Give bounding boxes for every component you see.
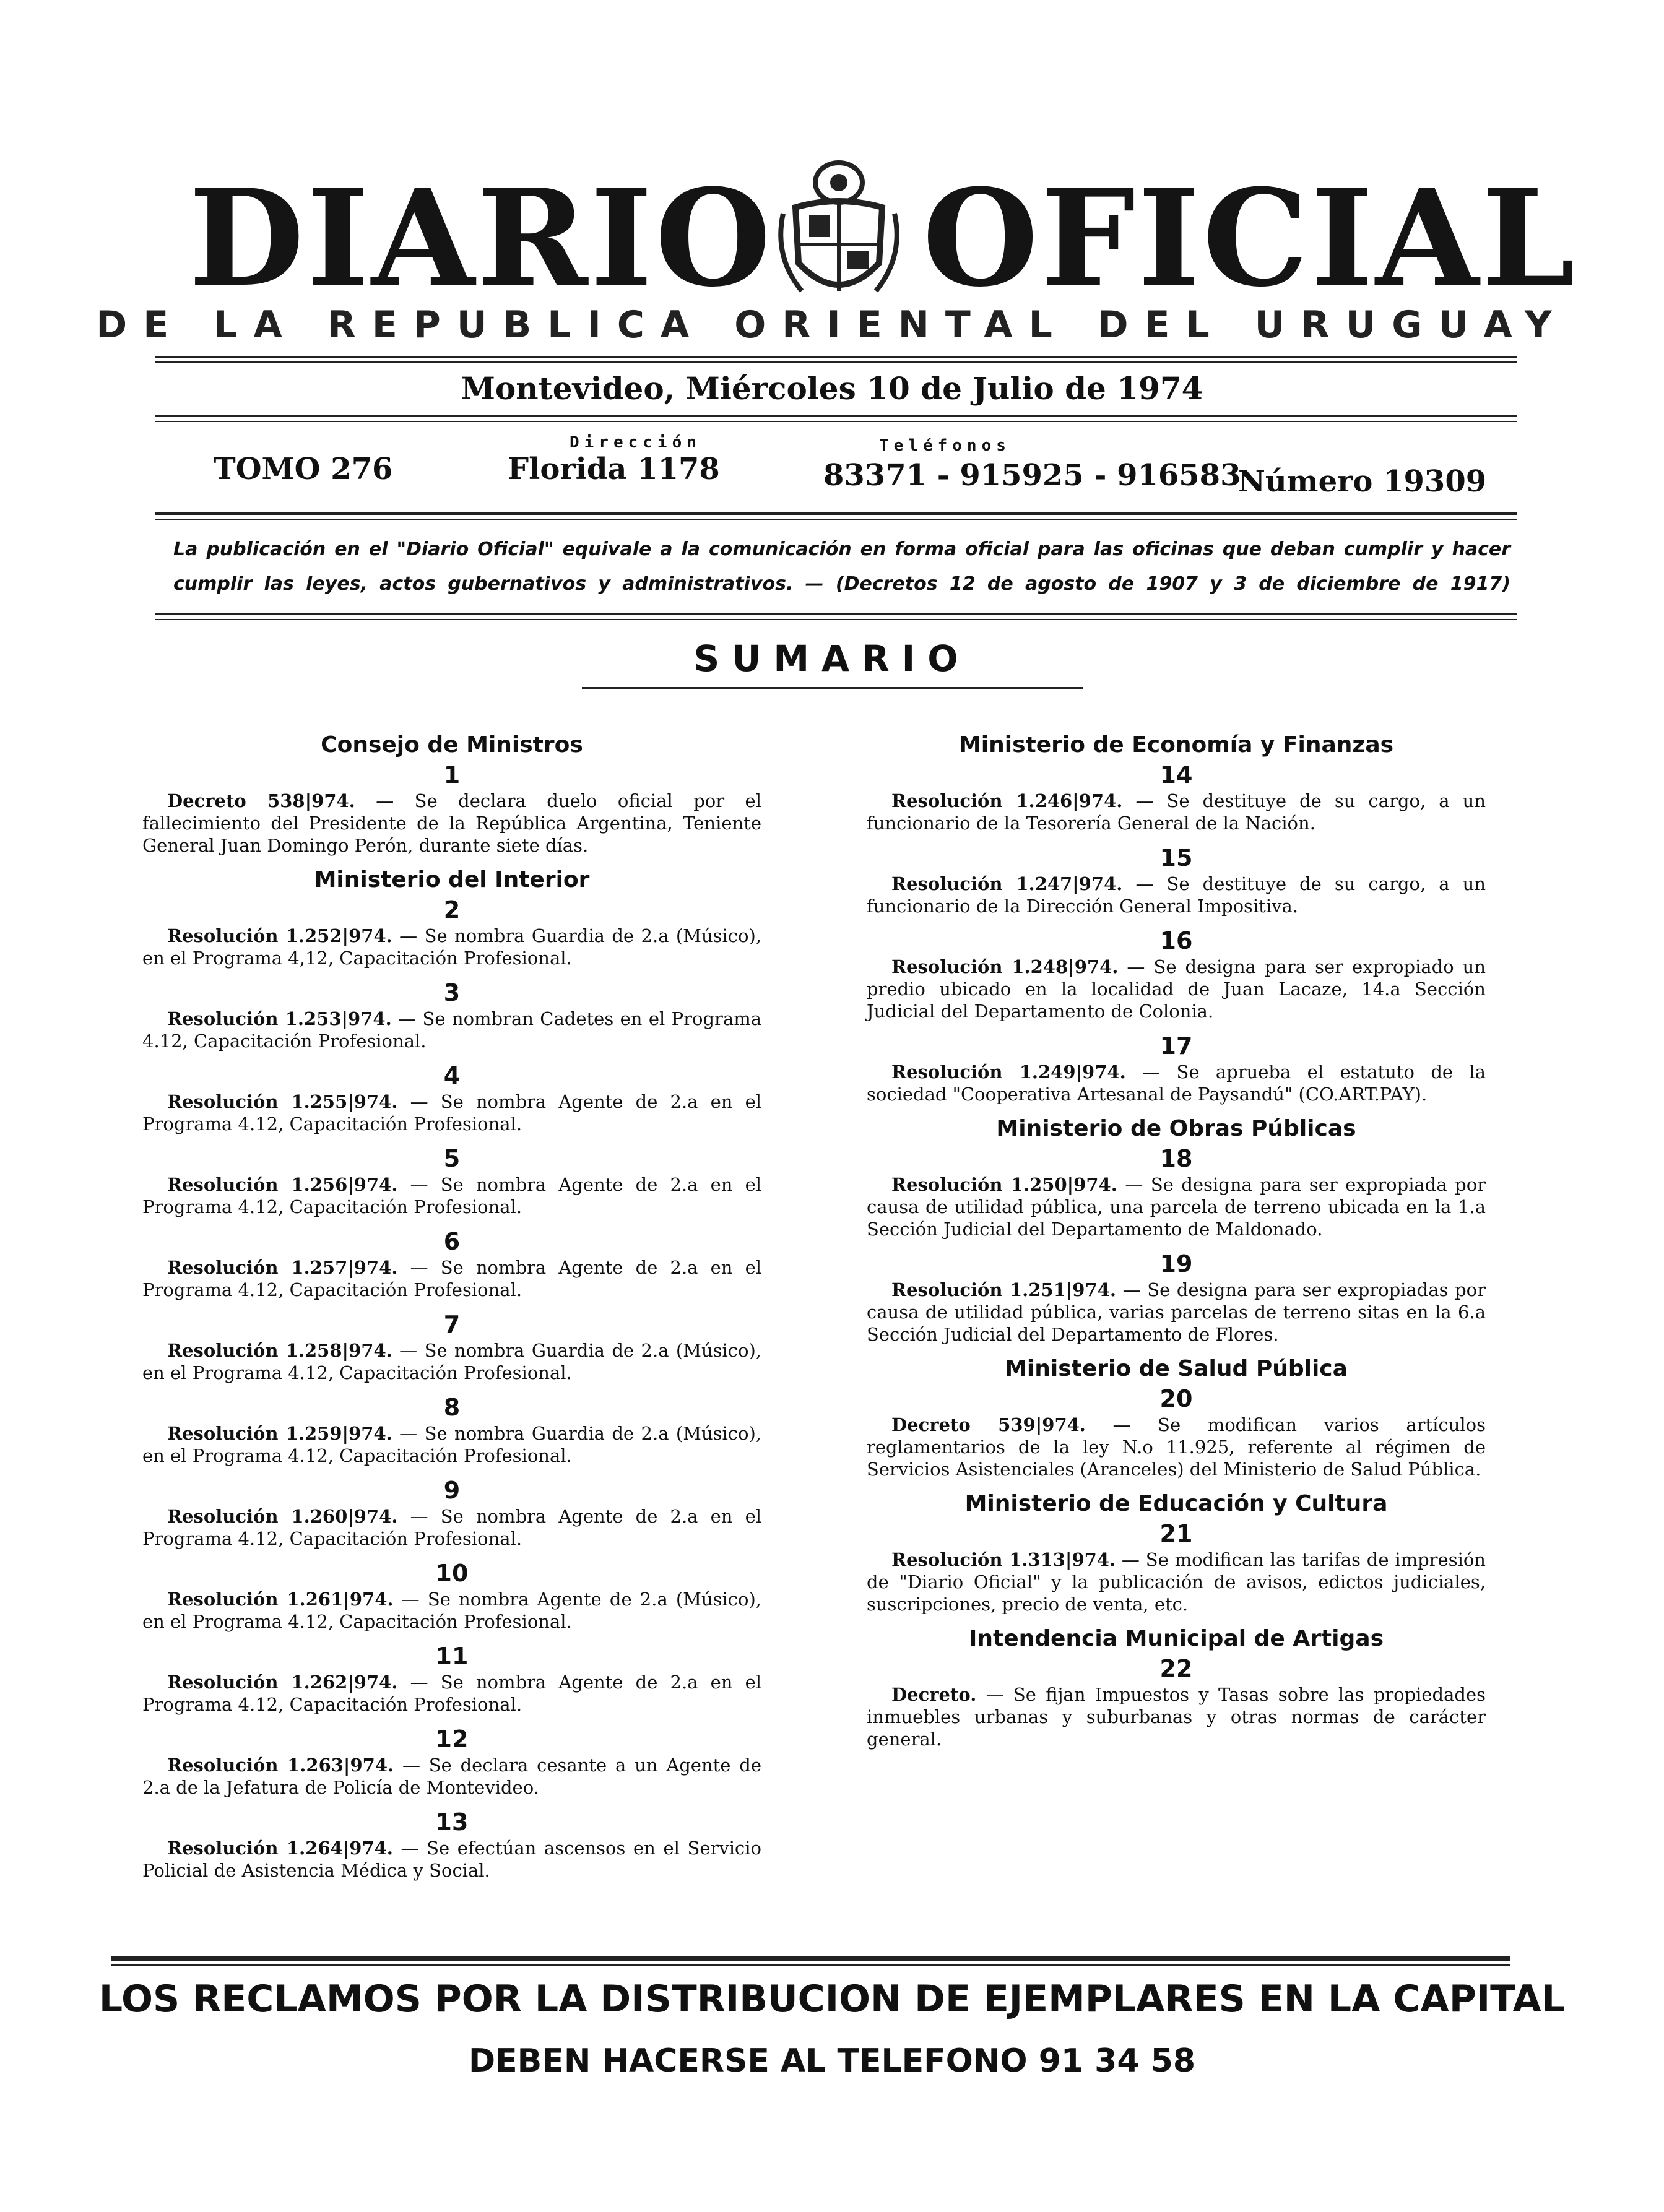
entry-reference: Resolución 1.251|974. [891,1279,1116,1300]
rule-4b [155,619,1517,620]
footer-line-2: DEBEN HACERSE AL TELEFONO 91 34 58 [468,2042,1195,2080]
entry-text: — Se designa para ser expropiado un predio ubicado en la localidad de Juan Lacaze, 14.a Sección Judicial del Departamento de Colonia. [867,956,1486,1022]
entry-number: 14 [1159,761,1193,788]
summary-entry [142,1008,761,1052]
masthead-left-word: DIARIO [189,160,774,316]
entry-number: 21 [1159,1520,1193,1547]
entry-reference: Decreto 538|974. [167,790,355,811]
summary-entry [142,1671,761,1716]
rule-footer [111,1956,1510,1961]
summary-entry [142,1422,761,1467]
entry-text: — Se nombra Agente de 2.a (Músico), en el Programa 4.12, Capacitación Profesional. [142,1589,761,1632]
entry-reference: Resolución 1.252|974. [167,925,392,946]
direccion-label: Dirección [570,433,701,452]
rule-1 [155,356,1517,358]
legal-notice: La publicación en el "Diario Oficial" equivale a la comunicación en forma oficial para las oficinas que deban cumplir y hacer cumplir las leyes, actos gubernativos y administrativos. — (Decretos 12 de agosto de 1907 y 3 de diciembre de 1917) [173,538,1510,595]
entry-text: — Se nombra Agente de 2.a en el Programa 4.12, Capacitación Profesional. [142,1091,762,1134]
entry-text: — Se fijan Impuestos y Tasas sobre las propiedades inmuebles urbanas y suburbanas y otras normas de carácter general. [867,1684,1486,1750]
entry-number: 15 [1159,844,1193,871]
entry-text: — Se nombra Agente de 2.a en el Programa 4.12, Capacitación Profesional. [142,1506,762,1549]
entry-reference: Resolución 1.259|974. [167,1423,392,1444]
numero: Número 19309 [1238,464,1487,499]
dateline: Montevideo, Miércoles 10 de Julio de 1974 [461,370,1203,407]
summary-entry [142,1837,761,1881]
entry-reference: Resolución 1.258|974. [167,1340,392,1361]
summary-entry [867,1279,1486,1346]
direccion: Florida 1178 [508,452,720,486]
rule-1b [155,361,1517,363]
entry-number: 20 [1159,1385,1193,1412]
entry-number: 16 [1159,927,1193,954]
entry-number: 5 [443,1145,461,1172]
masthead-subtitle: DE LA REPUBLICA ORIENTAL DEL URUGUAY [96,303,1568,347]
entry-reference: Resolución 1.256|974. [167,1174,398,1195]
entry-number: 13 [435,1808,469,1836]
summary-entry [142,1505,761,1550]
section-heading: Ministerio de Economía y Finanzas [958,732,1394,758]
entry-reference: Resolución 1.261|974. [167,1589,394,1610]
summary-entry [142,1754,761,1799]
summary-entry [142,1091,761,1135]
entry-reference: Resolución 1.255|974. [167,1091,398,1112]
summary-entry [867,1061,1486,1105]
summary-entry [142,1173,761,1218]
rule-3 [155,512,1517,515]
entry-reference: Resolución 1.313|974. [891,1549,1116,1570]
entry-text: — Se nombra Guardia de 2.a (Músico), en el Programa 4.12, Capacitación Profesional. [142,1340,762,1383]
entry-text: — Se nombra Guardia de 2.a (Músico), en el Programa 4,12, Capacitación Profesional. [142,925,762,969]
entry-text: — Se designa para ser expropiadas por causa de utilidad pública, varias parcelas de terreno sitas en la 6.a Sección Judicial del Departamento de Flores. [867,1279,1486,1345]
entry-reference: Resolución 1.260|974. [167,1506,398,1527]
summary-entry [142,925,761,969]
tomo: TOMO 276 [214,452,393,486]
summary-entry [867,956,1486,1022]
summary-entry [142,1588,761,1633]
summary-entry [867,1683,1486,1750]
summary-entry [867,790,1486,834]
entry-number: 22 [1159,1655,1193,1682]
rule-2b [155,421,1517,422]
coat-of-arms-icon [771,158,907,313]
summary-right-column [867,730,1486,1759]
masthead [0,158,1664,319]
rule-4 [155,613,1517,615]
telefonos: 83371 - 915925 - 916583 [823,458,1241,493]
section-heading: Ministerio de Educación y Cultura [964,1491,1388,1516]
entry-text: — Se declara duelo oficial por el fallecimiento del Presidente de la República Argentina, Teniente General Juan Domingo Perón, durante siete días. [142,790,761,856]
entry-reference: Resolución 1.264|974. [167,1838,393,1859]
entry-reference: Resolución 1.262|974. [167,1672,398,1693]
entry-reference: Resolución 1.246|974. [891,790,1123,811]
entry-text: — Se declara cesante a un Agente de 2.a de la Jefatura de Policía de Montevideo. [142,1755,762,1798]
section-heading: Intendencia Municipal de Artigas [968,1626,1384,1651]
entry-text: — Se destituye de su cargo, a un funcionario de la Tesorería General de la Nación. [867,790,1486,834]
summary-entry [867,1549,1486,1615]
summary-entry [142,1339,761,1384]
entry-text: — Se nombra Agente de 2.a en el Programa 4.12, Capacitación Profesional. [142,1174,762,1217]
info-row [0,433,1664,508]
entry-number: 2 [443,896,461,923]
entry-reference: Resolución 1.248|974. [891,956,1119,977]
entry-reference: Resolución 1.257|974. [167,1257,398,1278]
entry-text: — Se nombran Cadetes en el Programa 4.12, Capacitación Profesional. [142,1008,761,1052]
summary-left-column [142,730,761,1890]
section-heading: Ministerio del Interior [314,867,590,892]
rule-3b [155,519,1517,520]
summary-entry [867,1173,1486,1240]
entry-text: — Se nombra Agente de 2.a en el Programa 4.12, Capacitación Profesional. [142,1257,762,1300]
section-heading: Consejo de Ministros [321,732,583,758]
entry-number: 7 [443,1311,461,1338]
entry-reference: Resolución 1.249|974. [891,1061,1126,1082]
entry-text: — Se modifican las tarifas de impresión de "Diario Oficial" y la publicación de avisos, edictos judiciales, suscripciones, precio de venta, etc. [867,1549,1486,1615]
summary-entry [867,1414,1486,1480]
entry-number: 12 [435,1726,469,1753]
telefonos-label: Teléfonos [879,436,1011,455]
summary-entry [142,1256,761,1301]
entry-number: 3 [443,979,461,1006]
entry-number: 9 [443,1477,461,1504]
entry-reference: Resolución 1.253|974. [167,1008,392,1029]
entry-text: — Se nombra Guardia de 2.a (Músico), en el Programa 4.12, Capacitación Profesional. [142,1423,762,1466]
entry-number: 6 [443,1228,461,1255]
entry-number: 10 [435,1560,469,1587]
entry-number: 19 [1159,1250,1193,1277]
entry-number: 4 [443,1062,461,1089]
entry-text: — Se aprueba el estatuto de la sociedad "Cooperativa Artesanal de Paysandú" (CO.ART.PAY). [867,1061,1486,1105]
sumario-underline [582,687,1083,689]
entry-text: — Se modifican varios artículos reglamentarios de la ley N.o 11.925, referente al régimen de Servicios Asistenciales (Aranceles) del Ministerio de Salud Pública. [867,1414,1486,1480]
footer-line-1: LOS RECLAMOS POR LA DISTRIBUCION DE EJEMPLARES EN LA CAPITAL [98,1977,1566,2021]
entry-reference: Resolución 1.250|974. [891,1174,1117,1195]
rule-2 [155,415,1517,417]
entry-text: — Se nombra Agente de 2.a en el Programa 4.12, Capacitación Profesional. [142,1672,762,1715]
section-heading: Ministerio de Obras Públicas [996,1116,1356,1141]
entry-text: — Se efectúan ascensos en el Servicio Policial de Asistencia Médica y Social. [142,1838,761,1881]
summary-entry [142,790,761,857]
sumario-title: SUMARIO [693,637,971,680]
summary-entry [867,873,1486,917]
masthead-right-word: OFICIAL [922,160,1578,316]
entry-number: 17 [1159,1032,1193,1060]
entry-reference: Resolución 1.247|974. [891,873,1123,894]
entry-reference: Decreto. [891,1684,977,1705]
entry-text: — Se destituye de su cargo, a un funcionario de la Dirección General Impositiva. [867,873,1486,917]
entry-number: 1 [443,761,461,788]
entry-number: 8 [443,1394,461,1421]
rule-footer-b [111,1964,1510,1966]
entry-reference: Resolución 1.263|974. [167,1755,394,1776]
entry-reference: Decreto 539|974. [891,1414,1086,1435]
entry-number: 18 [1159,1145,1193,1172]
entry-text: — Se designa para ser expropiada por causa de utilidad pública, una parcela de terreno ubicada en la 1.a Sección Judicial del Departamento de Maldonado. [867,1174,1486,1240]
entry-number: 11 [435,1643,469,1670]
section-heading: Ministerio de Salud Pública [1005,1356,1348,1381]
